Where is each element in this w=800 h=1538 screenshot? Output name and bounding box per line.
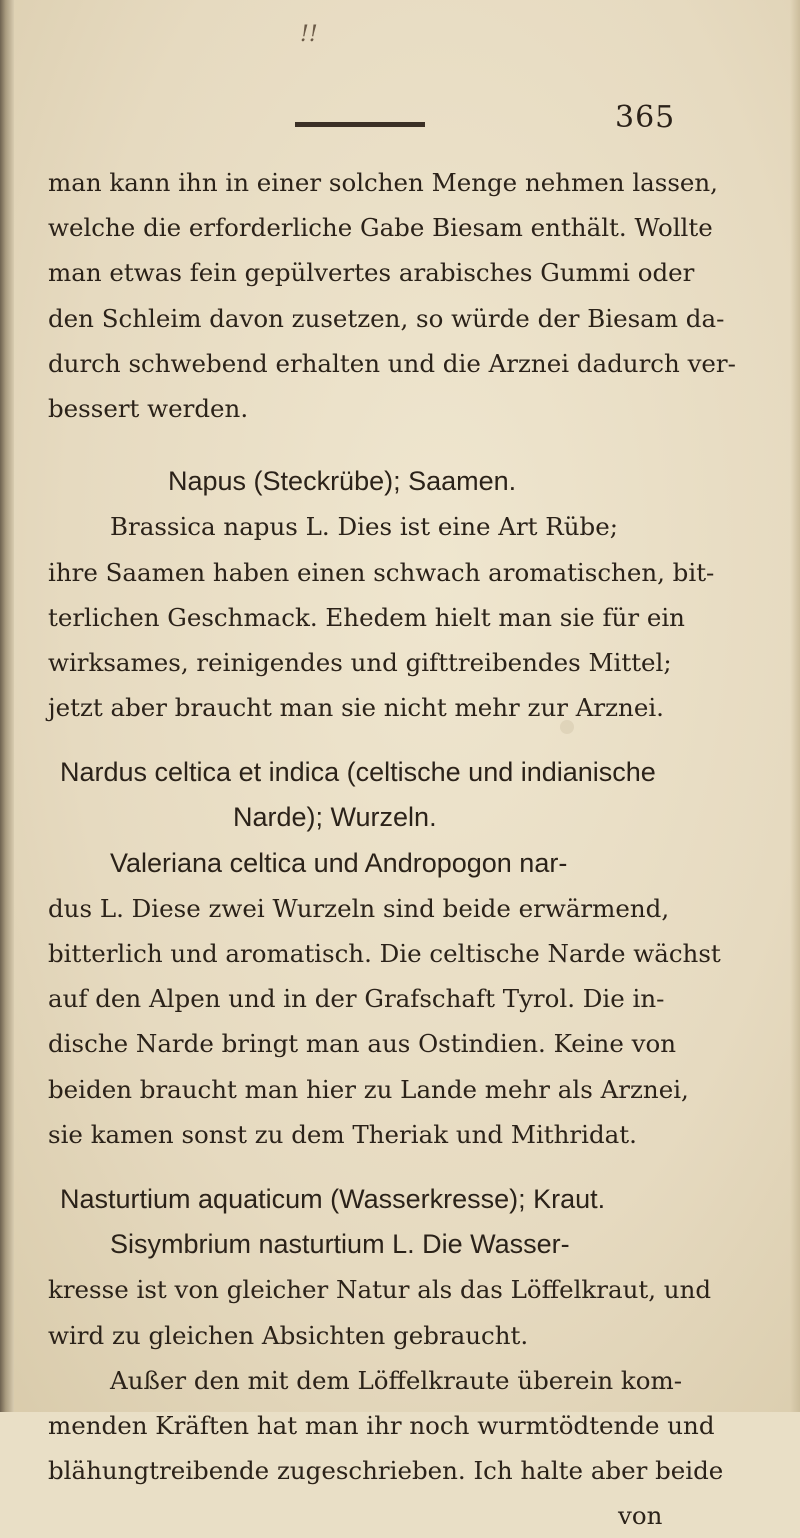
entry-napus xyxy=(48,459,715,730)
page-body xyxy=(48,160,736,1538)
entry-heading: Nasturtium aquaticum (Wasserkresse); Kraut. xyxy=(60,1183,606,1214)
text-line: wird zu gleichen Absichten gebraucht. xyxy=(48,1320,529,1350)
text-line: sie kamen sonst zu dem Theriak und Mithridat. xyxy=(48,1119,637,1149)
text-line: ihre Saamen haben einen schwach aromatischen, bit- xyxy=(48,557,715,587)
text-line: dische Narde bringt man aus Ostindien. Keine von xyxy=(48,1029,676,1059)
entry-heading: Napus (Steckrübe); Saamen. xyxy=(168,466,517,497)
page-edge xyxy=(790,0,800,1412)
text-line: man kann ihn in einer solchen Menge nehmen lassen, xyxy=(48,168,718,197)
text-line: Sisymbrium nasturtium L. Die Wasser- xyxy=(110,1229,570,1260)
text-line: kresse ist von gleicher Natur als das Löffelkraut, und xyxy=(48,1275,712,1305)
entry-nardus xyxy=(48,750,721,1157)
text-line: Außer den mit dem Löffelkraute überein kom- xyxy=(110,1365,683,1395)
text-line: bessert werden. xyxy=(48,393,249,423)
text-line: man etwas fein gepülvertes arabisches Gummi oder xyxy=(48,258,695,288)
text-line: menden Kräften hat man ihr noch wurmtödtende und xyxy=(48,1410,715,1440)
text-line: Valeriana celtica und Andropogon nar- xyxy=(110,847,568,878)
text-line: Brassica napus L. Dies ist eine Art Rübe; xyxy=(110,512,618,542)
pencil-mark: !! xyxy=(300,22,318,47)
page-gutter xyxy=(0,0,14,1412)
page-number: 365 xyxy=(615,100,676,135)
entry-nasturtium xyxy=(48,1177,724,1538)
header-rule xyxy=(295,122,425,127)
text-line: jetzt aber braucht man sie nicht mehr zur Arznei. xyxy=(48,693,664,723)
text-line: auf den Alpen und in der Grafschaft Tyrol. Die in- xyxy=(48,984,665,1014)
text-line: blähungtreibende zugeschrieben. Ich halte aber beide xyxy=(48,1456,724,1486)
paragraph xyxy=(48,160,736,431)
entry-heading: Narde); Wurzeln. xyxy=(233,802,437,833)
text-line: durch schwebend erhalten und die Arznei dadurch ver- xyxy=(48,348,736,378)
text-line: terlichen Geschmack. Ehedem hielt man sie für ein xyxy=(48,602,685,632)
text-line: den Schleim davon zusetzen, so würde der Biesam da- xyxy=(48,303,725,333)
entry-heading: Nardus celtica et indica (celtische und indianische xyxy=(60,757,656,788)
text-line: bitterlich und aromatisch. Die celtische Narde wächst xyxy=(48,939,721,968)
text-line: dus L. Diese zwei Wurzeln sind beide erwärmend, xyxy=(48,893,670,923)
text-line: wirksames, reinigendes und gifttreibendes Mittel; xyxy=(48,647,672,677)
text-line: welche die erforderliche Gabe Biesam enthält. Wollte xyxy=(48,213,713,243)
catchword: von xyxy=(618,1501,663,1531)
text-line: beiden braucht man hier zu Lande mehr als Arznei, xyxy=(48,1074,689,1104)
